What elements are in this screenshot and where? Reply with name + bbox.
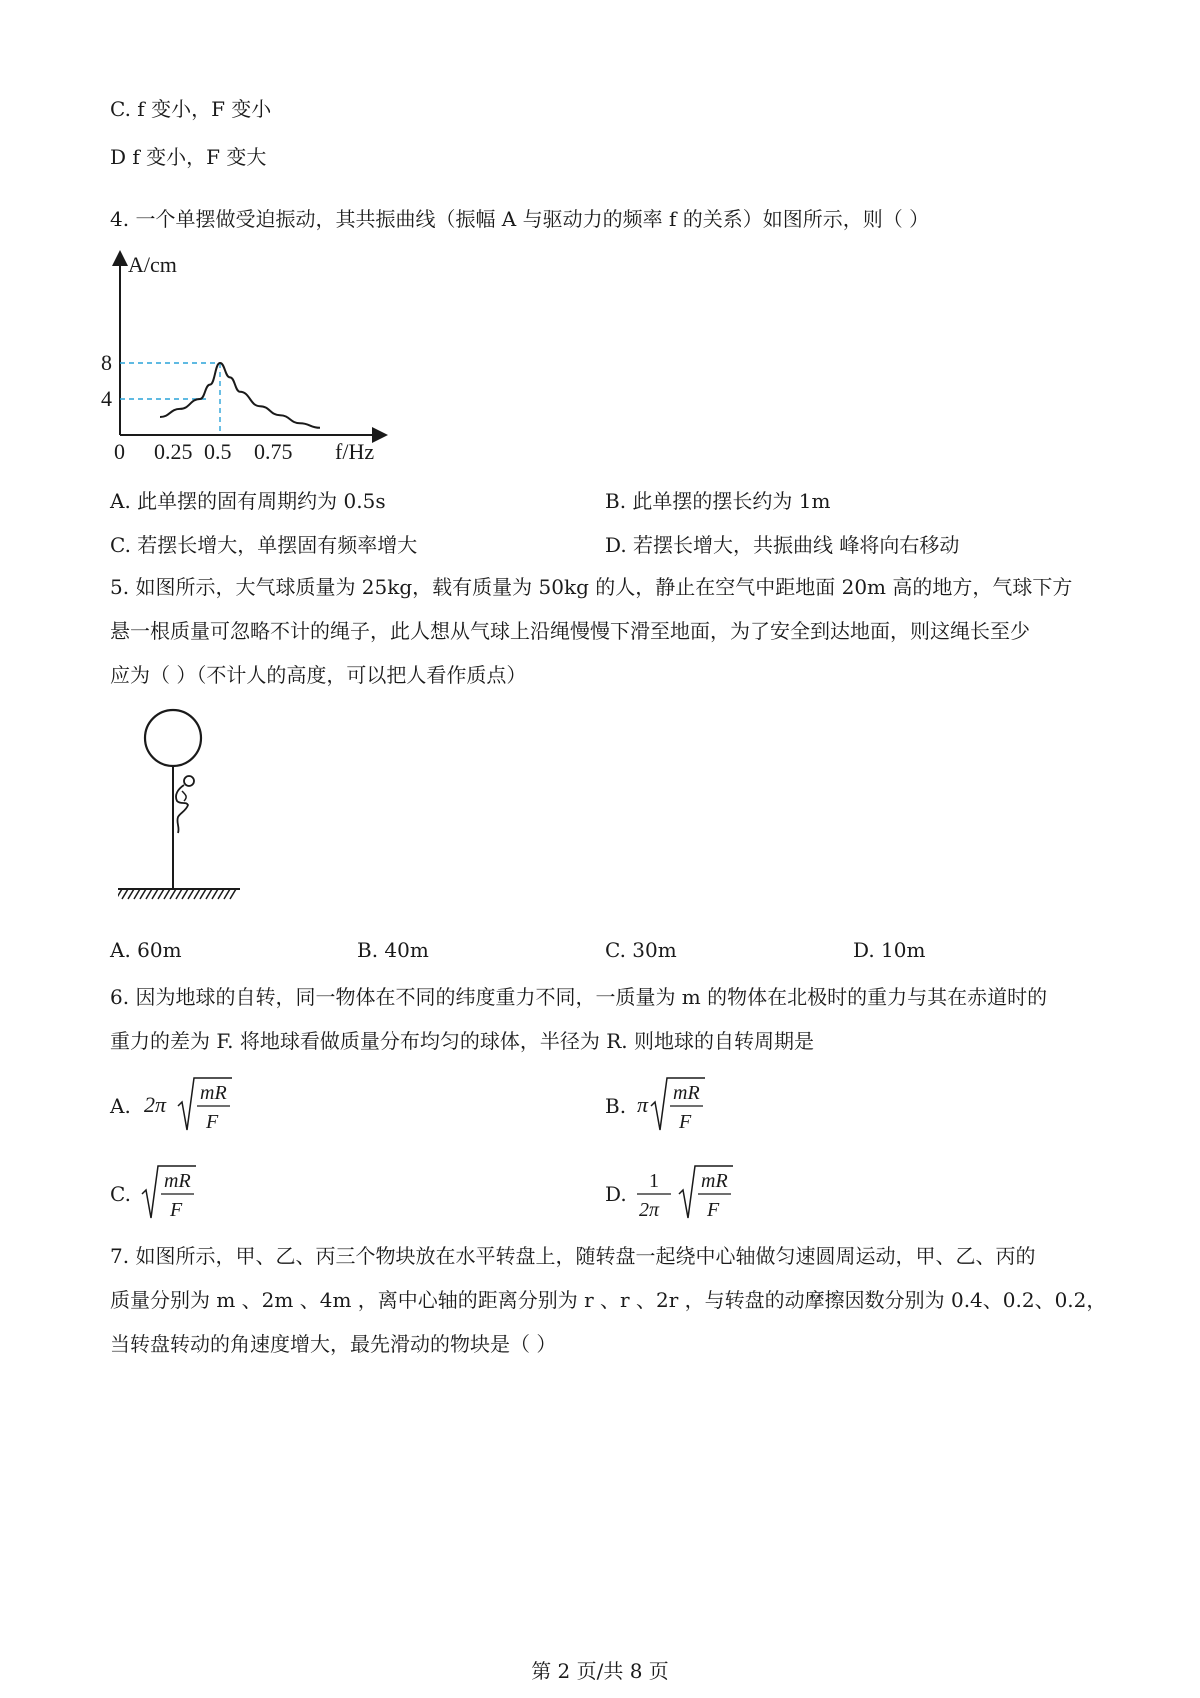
hatch-line [122,889,128,899]
q6-option-c-formula [140,1158,230,1228]
q5-stem-line2: 悬一根质量可忽略不计的绳子，此人想从气球上沿绳慢慢下滑至地面，为了安全到达地面，则这绳长至少 [110,619,1030,643]
svg-text:F: F [679,1111,692,1133]
hatch-line [170,889,176,899]
hatch-line [140,889,146,899]
coef-d-den: 2π [639,1199,660,1221]
hatch-line [224,889,230,899]
q4-option-a: A. 此单摆的固有周期约为 0.5s [110,489,386,513]
svg-text:mR: mR [164,1170,191,1192]
hatch-line [176,889,182,899]
q5-stem-line1: 5. 如图所示，大气球质量为 25kg，载有质量为 50kg 的人，静止在空气中距地面 20m 高的地方，气球下方 [110,575,1073,599]
x-tick-label: 0.25 [154,439,193,464]
q6-option-a-formula [142,1070,252,1140]
q5-stem-line3: 应为（ ）（不计人的高度，可以把人看作质点） [110,663,527,687]
rad-den: F [206,1111,219,1133]
y-tick-label: 8 [101,350,112,375]
balloon-circle [145,710,201,766]
hatch-line [182,889,188,899]
hatch-line [118,889,122,899]
q7-stem-line1: 7. 如图所示，甲、乙、丙三个物块放在水平转盘上，随转盘一起绕中心轴做匀速圆周运动，甲、乙、丙的 [110,1244,1036,1268]
hatch-line [200,889,206,899]
hatch-line [218,889,224,899]
q6-option-d-label: D. [605,1182,627,1206]
q4-option-c: C. 若摆长增大，单摆固有频率增大 [110,533,418,557]
person-body [176,785,188,833]
hatch-line [158,889,164,899]
balloon-rope-figure [118,705,268,905]
y-axis-label: A/cm [128,252,177,277]
svg-text:F: F [170,1199,183,1221]
hatch-line [206,889,212,899]
hatch-line [128,889,134,899]
q4-option-d: D. 若摆长增大，共振曲线 峰将向右移动 [605,533,960,557]
q6-option-b-label: B. [605,1094,627,1118]
rad-num: mR [200,1082,227,1104]
svg-text:mR: mR [673,1082,700,1104]
q5-option-c: C. 30m [605,938,677,962]
q7-stem-line2: 质量分别为 m 、2m 、4m ，离中心轴的距离分别为 r 、r 、2r ，与转盘的动摩擦因数分别为 0.4、0.2、0.2， [110,1288,1107,1312]
q6-option-b-formula [635,1070,745,1140]
hatch-line [134,889,140,899]
hatch-line [212,889,218,899]
q3-option-d: D f 变小，F 变大 [110,145,267,169]
x-axis-label: f/Hz [335,439,375,464]
resonance-curve-chart [95,250,415,470]
ground-hatching [118,889,236,899]
q5-option-b: B. 40m [357,938,429,962]
q6-option-a-label: A. [110,1094,131,1118]
q5-option-a: A. 60m [110,938,182,962]
page-footer: 第 2 页/共 8 页 [531,1659,669,1683]
q7-stem-line3: 当转盘转动的角速度增大，最先滑动的物块是（ ） [110,1332,557,1356]
coef-b: π [637,1092,649,1117]
resonance-curve [160,363,320,428]
q3-option-c: C. f 变小，F 变小 [110,97,272,121]
q6-stem-line1: 6. 因为地球的自转，同一物体在不同的纬度重力不同，一质量为 m 的物体在北极时的重力与其在赤道时的 [110,985,1048,1009]
q4-stem: 4. 一个单摆做受迫振动，其共振曲线（振幅 A 与驱动力的频率 f 的关系）如图所示，则（ ） [110,207,930,231]
x-tick-label: 0.75 [254,439,293,464]
y-tick-label: 4 [101,386,112,411]
svg-text:mR: mR [701,1170,728,1192]
q6-option-c-label: C. [110,1182,131,1206]
x-tick-label: 0.5 [204,439,232,464]
coef-a: 2π [144,1092,167,1117]
coef-d-num: 1 [649,1170,659,1192]
hatch-line [230,889,236,899]
q5-option-d: D. 10m [853,938,926,962]
hatch-line [164,889,170,899]
x-tick-label: 0 [114,439,125,464]
hatch-line [188,889,194,899]
q6-stem-line2: 重力的差为 F. 将地球看做质量分布均匀的球体，半径为 R. 则地球的自转周期是 [110,1029,814,1053]
q6-option-d-formula [635,1158,755,1228]
person-head [184,776,194,786]
hatch-line [194,889,200,899]
svg-text:F: F [707,1199,720,1221]
hatch-line [152,889,158,899]
q4-option-b: B. 此单摆的摆长约为 1m [605,489,831,513]
hatch-line [146,889,152,899]
